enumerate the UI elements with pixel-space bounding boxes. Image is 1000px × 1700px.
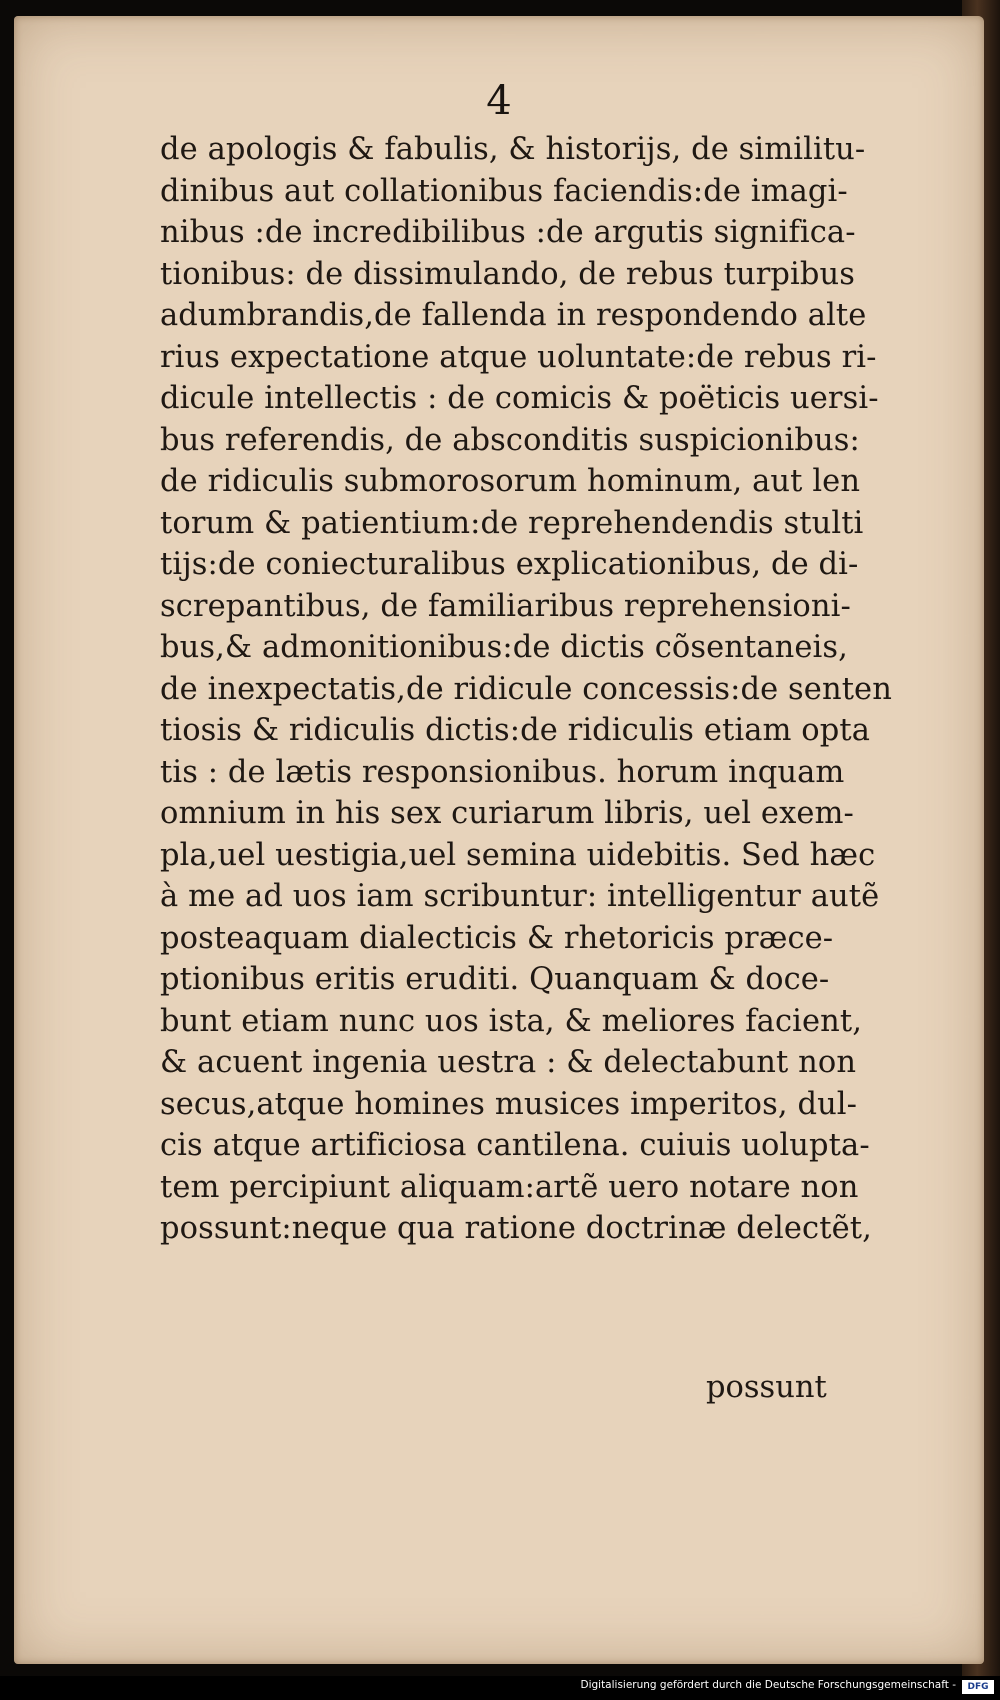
text-line: & acuent ingenia uestra : & delectabunt non bbox=[160, 1045, 857, 1080]
text-line: tis : de lætis responsionibus. horum inquam bbox=[160, 754, 845, 790]
text-line: torum & patientium:de reprehendendis stulti bbox=[160, 505, 864, 541]
text-line: tiosis & ridiculis dictis:de ridiculis etiam opta bbox=[160, 713, 871, 748]
text-line: ptionibus eritis eruditi. Quanquam & doce- bbox=[160, 962, 830, 997]
text-line: bus,& admonitionibus:de dictis cõsentaneis, bbox=[160, 630, 848, 665]
text-line: tionibus: de dissimulando, de rebus turpibus bbox=[160, 256, 855, 292]
text-block bbox=[160, 129, 900, 1250]
text-line: secus,atque homines musices imperitos, dul- bbox=[160, 1086, 858, 1122]
text-line: posteaquam dialecticis & rhetoricis præce- bbox=[160, 920, 834, 956]
text-line: tijs:de coniecturalibus explicationibus, de di- bbox=[160, 547, 859, 582]
text-line: dinibus aut collationibus faciendis:de imagi- bbox=[160, 173, 848, 209]
text-line: adumbrandis,de fallenda in respondendo alte bbox=[160, 298, 867, 333]
text-line: bus referendis, de absconditis suspicionibus: bbox=[160, 422, 860, 458]
book-page bbox=[14, 16, 984, 1664]
text-line: pla,uel uestigia,uel semina uidebitis. Sed hæc bbox=[160, 837, 876, 873]
page-number: 4 bbox=[486, 78, 512, 124]
text-line: nibus :de incredibilibus :de argutis significa- bbox=[160, 215, 856, 250]
text-line: bunt etiam nunc uos ista, & meliores facient, bbox=[160, 1003, 863, 1039]
text-line: dicule intellectis : de comicis & poëticis uersi- bbox=[160, 381, 879, 416]
text-line: de inexpectatis,de ridicule concessis:de senten bbox=[160, 671, 892, 707]
text-line: à me ad uos iam scribuntur: intelligentur autẽ bbox=[160, 879, 880, 914]
text-line: cis atque artificiosa cantilena. cuiuis uolupta- bbox=[160, 1128, 870, 1163]
text-line: omnium in his sex curiarum libris, uel exem- bbox=[160, 796, 854, 831]
catchword: possunt bbox=[706, 1370, 827, 1405]
footer-credit: Digitalisierung gefördert durch die Deutsche Forschungsgemeinschaft - bbox=[580, 1679, 956, 1691]
text-line: de apologis & fabulis, & historijs, de similitu- bbox=[160, 132, 866, 167]
text-line: rius expectatione atque uoluntate:de rebus ri- bbox=[160, 339, 877, 375]
footer-bar bbox=[0, 1676, 1000, 1700]
text-line: de ridiculis submorosorum hominum, aut len bbox=[160, 464, 861, 499]
text-line: tem percipiunt aliquam:artẽ uero notare non bbox=[160, 1169, 859, 1205]
text-line: screpantibus, de familiaribus reprehensioni- bbox=[160, 588, 851, 624]
text-line: possunt:neque qua ratione doctrinæ delectẽt, bbox=[160, 1211, 872, 1246]
dfg-logo: DFG bbox=[962, 1680, 994, 1694]
